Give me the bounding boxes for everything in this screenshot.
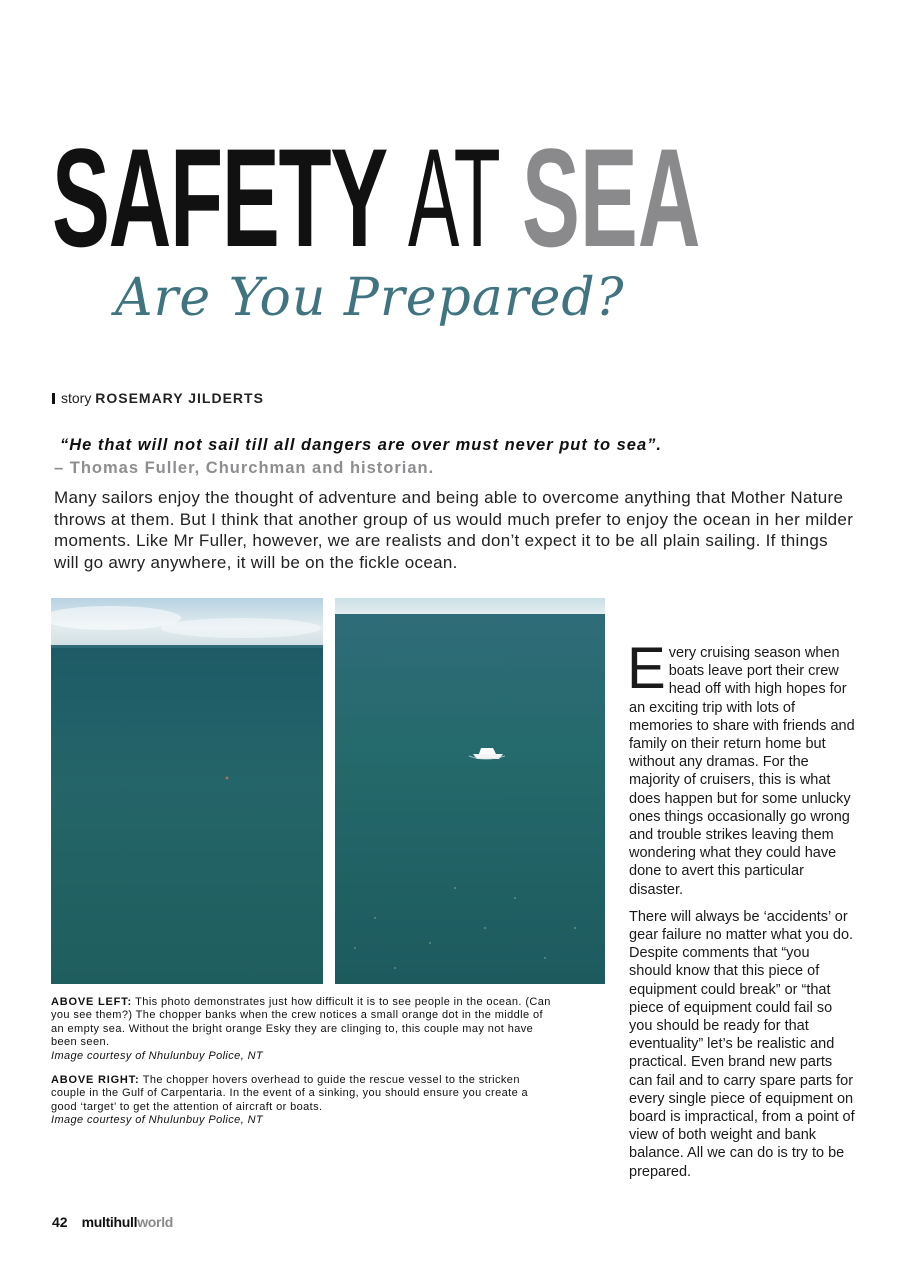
subtitle: Are You Prepared? <box>115 268 625 328</box>
byline <box>52 390 264 406</box>
caption-left-label: ABOVE LEFT: <box>51 996 132 1008</box>
body-paragraph-1 <box>627 636 855 899</box>
byline-prefix: story <box>61 390 92 406</box>
page-number: 42 <box>52 1214 68 1230</box>
photo-ocean-left <box>51 598 323 984</box>
brand-multihull: multihull <box>81 1214 138 1230</box>
ocean-photo-left-image <box>51 598 323 984</box>
body-paragraph-2: There will always be ‘accidents’ or gear failure no matter what you do. Despite comments that “you should know that this piece of equipment could break” or “that piece of equipment could fail so you should be ready for that eventuality” let’s be realistic and practical. Even brand new parts can fail and to carry spare parts for every single piece of equipment on board is impractical, from a point of view of both weight and bank balance. All we can do is try to be prepared. <box>629 908 855 1180</box>
headline-safety: SAFETY <box>52 119 387 276</box>
headline-sea: SEA <box>522 119 701 276</box>
caption-left-credit: Image courtesy of Nhulunbuy Police, NT <box>51 1049 264 1062</box>
quote-attribution: – Thomas Fuller, Churchman and historian. <box>54 459 435 477</box>
pull-quote: “He that will not sail till all dangers are over must never put to sea”. <box>60 436 662 454</box>
drop-cap: E <box>627 636 666 701</box>
ocean-photo-right-image <box>335 598 605 984</box>
caption-left-text: This photo demonstrates just how difficult it is to see people in the ocean. (Can you see them?) The chopper banks when the crew notices a small orange dot in the middle of an empty sea. Without the bright orange Esky they are clinging to, this couple may not have been seen. <box>51 996 551 1049</box>
photo-ocean-right <box>335 598 605 984</box>
caption-above-right <box>51 1074 551 1128</box>
page-footer <box>52 1214 173 1230</box>
headline <box>52 119 701 276</box>
intro-paragraph: Many sailors enjoy the thought of adventure and being able to overcome anything that Mother Nature throws at them. But I think that another group of us would much prefer to enjoy the ocean in her milder moments. Like Mr Fuller, however, we are realists and don’t expect it to be all plain sailing. If things will go awry anywhere, it will be on the fickle ocean. <box>54 488 854 572</box>
byline-author: ROSEMARY JILDERTS <box>95 390 264 406</box>
caption-right-label: ABOVE RIGHT: <box>51 1074 140 1086</box>
caption-right-credit: Image courtesy of Nhulunbuy Police, NT <box>51 1114 264 1127</box>
body-paragraph-1-text: very cruising season when boats leave port their crew head off with high hopes for an exciting trip with lots of memories to share with friends and family on their return home but without any dramas. For the majority of cruisers, this is what does happen but for some unlucky ones things occasionally go wrong and trouble strikes leaving them wondering what they could have done to avert this particular disaster. <box>629 645 855 898</box>
byline-bar <box>52 393 55 404</box>
brand-world: world <box>137 1214 174 1230</box>
caption-above-left <box>51 996 551 1063</box>
headline-at: AT <box>408 119 501 276</box>
caption-right-text: The chopper hovers overhead to guide the rescue vessel to the stricken couple in the Gulf of Carpentaria. In the event of a sinking, you should ensure you create a good ‘target’ to get the attention of aircraft or boats. <box>51 1074 529 1113</box>
article-body <box>627 636 855 1190</box>
